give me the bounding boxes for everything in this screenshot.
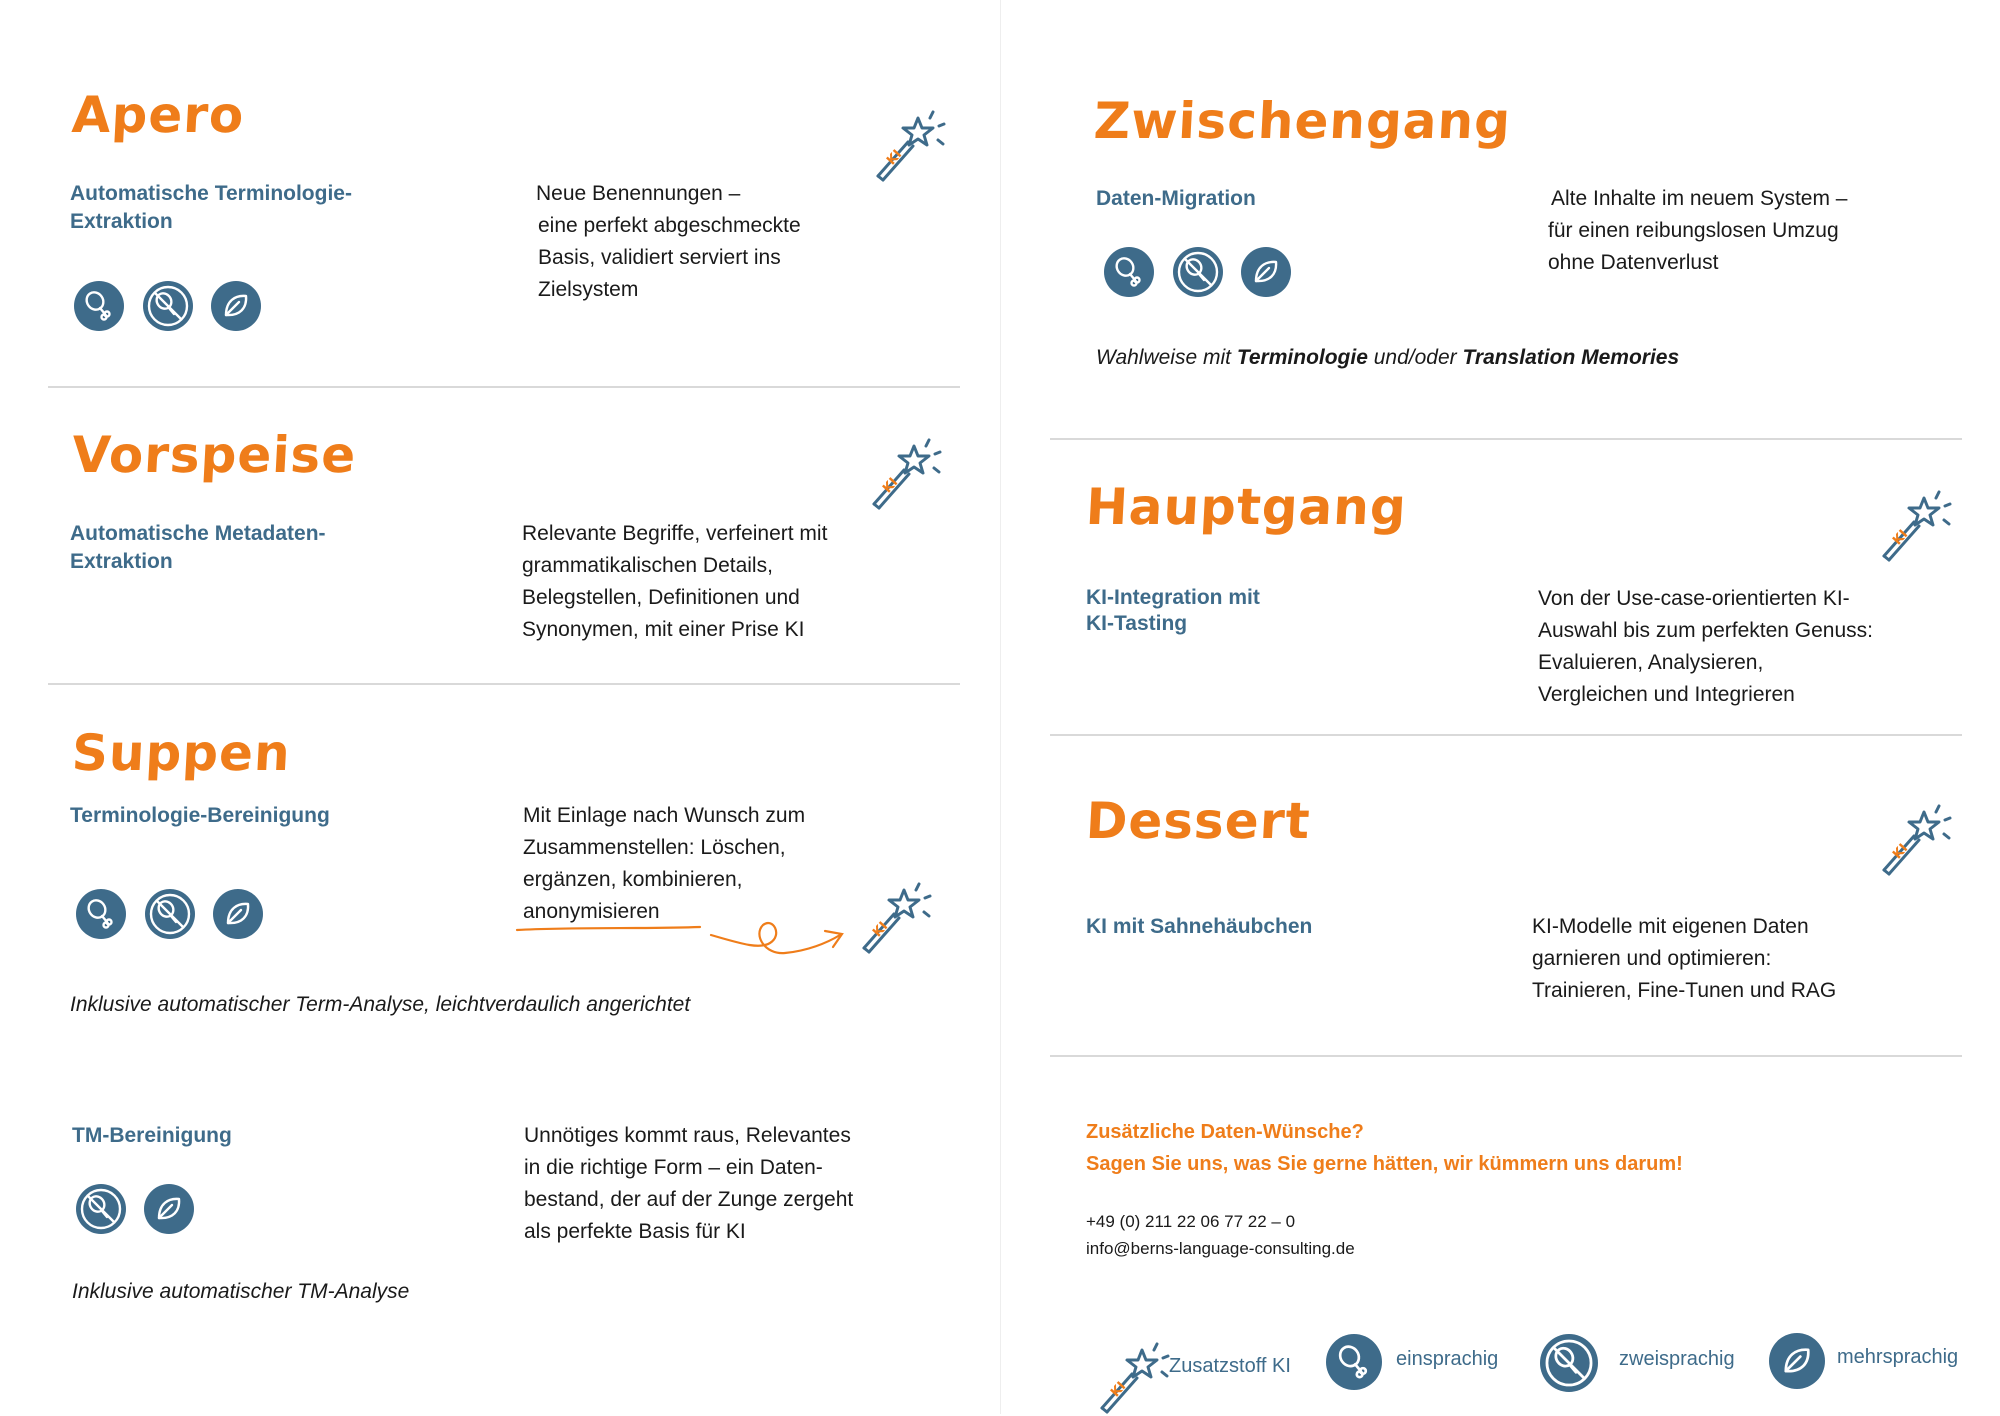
desc-line: Alte Inhalte im neuem System – (1551, 187, 1848, 210)
section-rule (1050, 438, 1962, 440)
cta-question (1086, 1116, 1683, 1180)
drumstick-icon (76, 889, 126, 939)
heading-dessert: Dessert (1084, 792, 1312, 850)
badge-mehrsprachig (1241, 247, 1291, 297)
heading-hauptgang: Hauptgang (1084, 478, 1409, 536)
note-part: Wahlweise mit (1096, 346, 1237, 369)
badge-mehrsprachig (213, 889, 263, 939)
legend-einsprachig: einsprachig (1396, 1348, 1499, 1370)
magic-wand-ki-icon (852, 876, 932, 956)
magic-wand-ki-icon (866, 104, 946, 184)
ki-mark: KI (1108, 1379, 1130, 1401)
desc-line: Unnötiges kommt raus, Relevantes (524, 1124, 851, 1147)
badge-zweisprachig (1173, 247, 1223, 297)
subtitle-vorspeise: Automatische Metadaten- Extraktion (70, 522, 326, 573)
desc-line: Synonymen, mit einer Prise KI (522, 618, 805, 641)
badge-zweisprachig (76, 1184, 126, 1234)
desc-line: in die richtige Form – ein Daten- (524, 1156, 823, 1179)
magic-wand-ki-icon (862, 432, 942, 512)
desc-line: ohne Datenverlust (1548, 251, 1719, 274)
desc-dessert (1532, 911, 1836, 1007)
ki-mark: KI (1890, 527, 1912, 549)
legend-ki: Zusatzstoff KI (1169, 1355, 1291, 1377)
subtitle-tm: TM-Bereinigung (72, 1124, 232, 1147)
desc-line: Basis, validiert serviert ins (538, 246, 781, 269)
cta-line: Sagen Sie uns, was Sie gerne hätten, wir kümmern uns darum! (1086, 1153, 1683, 1175)
desc-line: Vergleichen und Integrieren (1538, 683, 1795, 706)
desc-hauptgang (1538, 583, 1873, 711)
desc-line: Relevante Begriffe, verfeinert mit (522, 522, 828, 545)
desc-line: grammatikalischen Details, (522, 554, 773, 577)
desc-line: für einen reibungslosen Umzug (1548, 219, 1839, 242)
desc-line: als perfekte Basis für KI (524, 1220, 746, 1243)
hand-drawn-arrow-icon (515, 905, 850, 960)
note-part: und/oder (1367, 346, 1463, 369)
subtitle-zwischengang: Daten-Migration (1096, 187, 1256, 210)
desc-apero (536, 178, 801, 306)
ki-mark: KI (1890, 841, 1912, 863)
crossed-drumstick-icon (143, 281, 193, 331)
legend-zweisprachig: zweisprachig (1619, 1348, 1735, 1370)
leaf-icon (1241, 247, 1291, 297)
magic-wand-ki-icon (1872, 484, 1952, 564)
heading-zwischengang: Zwischengang (1092, 92, 1513, 150)
desc-line: eine perfekt abgeschmeckte (538, 214, 801, 237)
desc-line: garnieren und optimieren: (1532, 947, 1772, 970)
note-bold-tm: Translation Memories (1462, 346, 1680, 369)
crossed-drumstick-icon (76, 1184, 126, 1234)
badge-zweisprachig (143, 281, 193, 331)
section-rule (1050, 734, 1962, 736)
desc-line: Von der Use-case-orientierten KI- (1538, 587, 1850, 610)
drumstick-icon (74, 281, 124, 331)
desc-line: Evaluieren, Analysieren, (1538, 651, 1764, 674)
desc-line: Mit Einlage nach Wunsch zum (523, 804, 806, 827)
leaf-icon (1769, 1333, 1825, 1389)
note-tm: Inklusive automatischer TM-Analyse (72, 1280, 410, 1303)
note-zwischengang (1096, 346, 1679, 370)
ki-mark: KI (880, 475, 902, 497)
ki-mark: KI (884, 147, 906, 169)
heading-suppen: Suppen (70, 724, 293, 782)
desc-line: bestand, der auf der Zunge zergeht (524, 1188, 854, 1211)
contact-block (1086, 1208, 1355, 1262)
leaf-icon (211, 281, 261, 331)
badge-einsprachig (74, 281, 124, 331)
subtitle-apero: Automatische Terminologie- Extraktion (70, 182, 352, 233)
heading-apero: Apero (70, 86, 246, 144)
legend-badge-zweisprachig (1540, 1334, 1598, 1392)
legend-mehrsprachig: mehrsprachig (1837, 1346, 1959, 1368)
ki-mark: KI (870, 919, 892, 941)
magic-wand-ki-icon (1872, 798, 1952, 878)
subtitle-dessert: KI mit Sahnehäubchen (1086, 915, 1313, 938)
legend-badge-einsprachig (1326, 1334, 1382, 1390)
heading-vorspeise: Vorspeise (70, 426, 358, 484)
page-divider (1000, 0, 1001, 1414)
legend-badge-mehrsprachig (1769, 1333, 1825, 1389)
desc-line: Auswahl bis zum perfekten Genuss: (1538, 619, 1873, 642)
desc-line: Zielsystem (538, 278, 639, 301)
badge-mehrsprachig (211, 281, 261, 331)
leaf-icon (213, 889, 263, 939)
crossed-drumstick-icon (1173, 247, 1223, 297)
desc-line: Neue Benennungen – (536, 182, 741, 205)
crossed-drumstick-icon (1540, 1334, 1598, 1392)
desc-line: Belegstellen, Definitionen und (522, 586, 800, 609)
desc-vorspeise (522, 518, 827, 646)
leaf-icon (144, 1184, 194, 1234)
desc-line: Zusammenstellen: Löschen, (523, 836, 786, 859)
badge-einsprachig (76, 889, 126, 939)
badge-einsprachig (1104, 247, 1154, 297)
desc-line: KI-Modelle mit eigenen Daten (1532, 915, 1809, 938)
drumstick-icon (1326, 1334, 1382, 1390)
subtitle-suppen: Terminologie-Bereinigung (70, 804, 330, 827)
desc-zwischengang (1548, 183, 1847, 279)
note-bold-terminologie: Terminologie (1236, 346, 1368, 369)
crossed-drumstick-icon (145, 889, 195, 939)
contact-email[interactable]: info@berns-language-consulting.de (1086, 1239, 1355, 1258)
badge-zweisprachig (145, 889, 195, 939)
magic-wand-ki-icon (1090, 1336, 1170, 1416)
desc-line: Trainieren, Fine-Tunen und RAG (1532, 979, 1837, 1002)
section-rule (1050, 1055, 1962, 1057)
contact-phone[interactable]: +49 (0) 211 22 06 77 22 – 0 (1086, 1212, 1296, 1231)
section-rule (48, 386, 960, 388)
desc-line: ergänzen, kombinieren, (523, 868, 743, 891)
badge-mehrsprachig (144, 1184, 194, 1234)
subtitle-hauptgang: KI-Integration mit KI-Tasting (1086, 586, 1260, 635)
note-suppen: Inklusive automatischer Term-Analyse, leichtverdaulich angerichtet (70, 993, 691, 1016)
section-rule (48, 683, 960, 685)
desc-tm (524, 1120, 853, 1248)
cta-line: Zusätzliche Daten-Wünsche? (1086, 1121, 1364, 1143)
desc-line: anonymisieren (523, 900, 660, 923)
drumstick-icon (1104, 247, 1154, 297)
